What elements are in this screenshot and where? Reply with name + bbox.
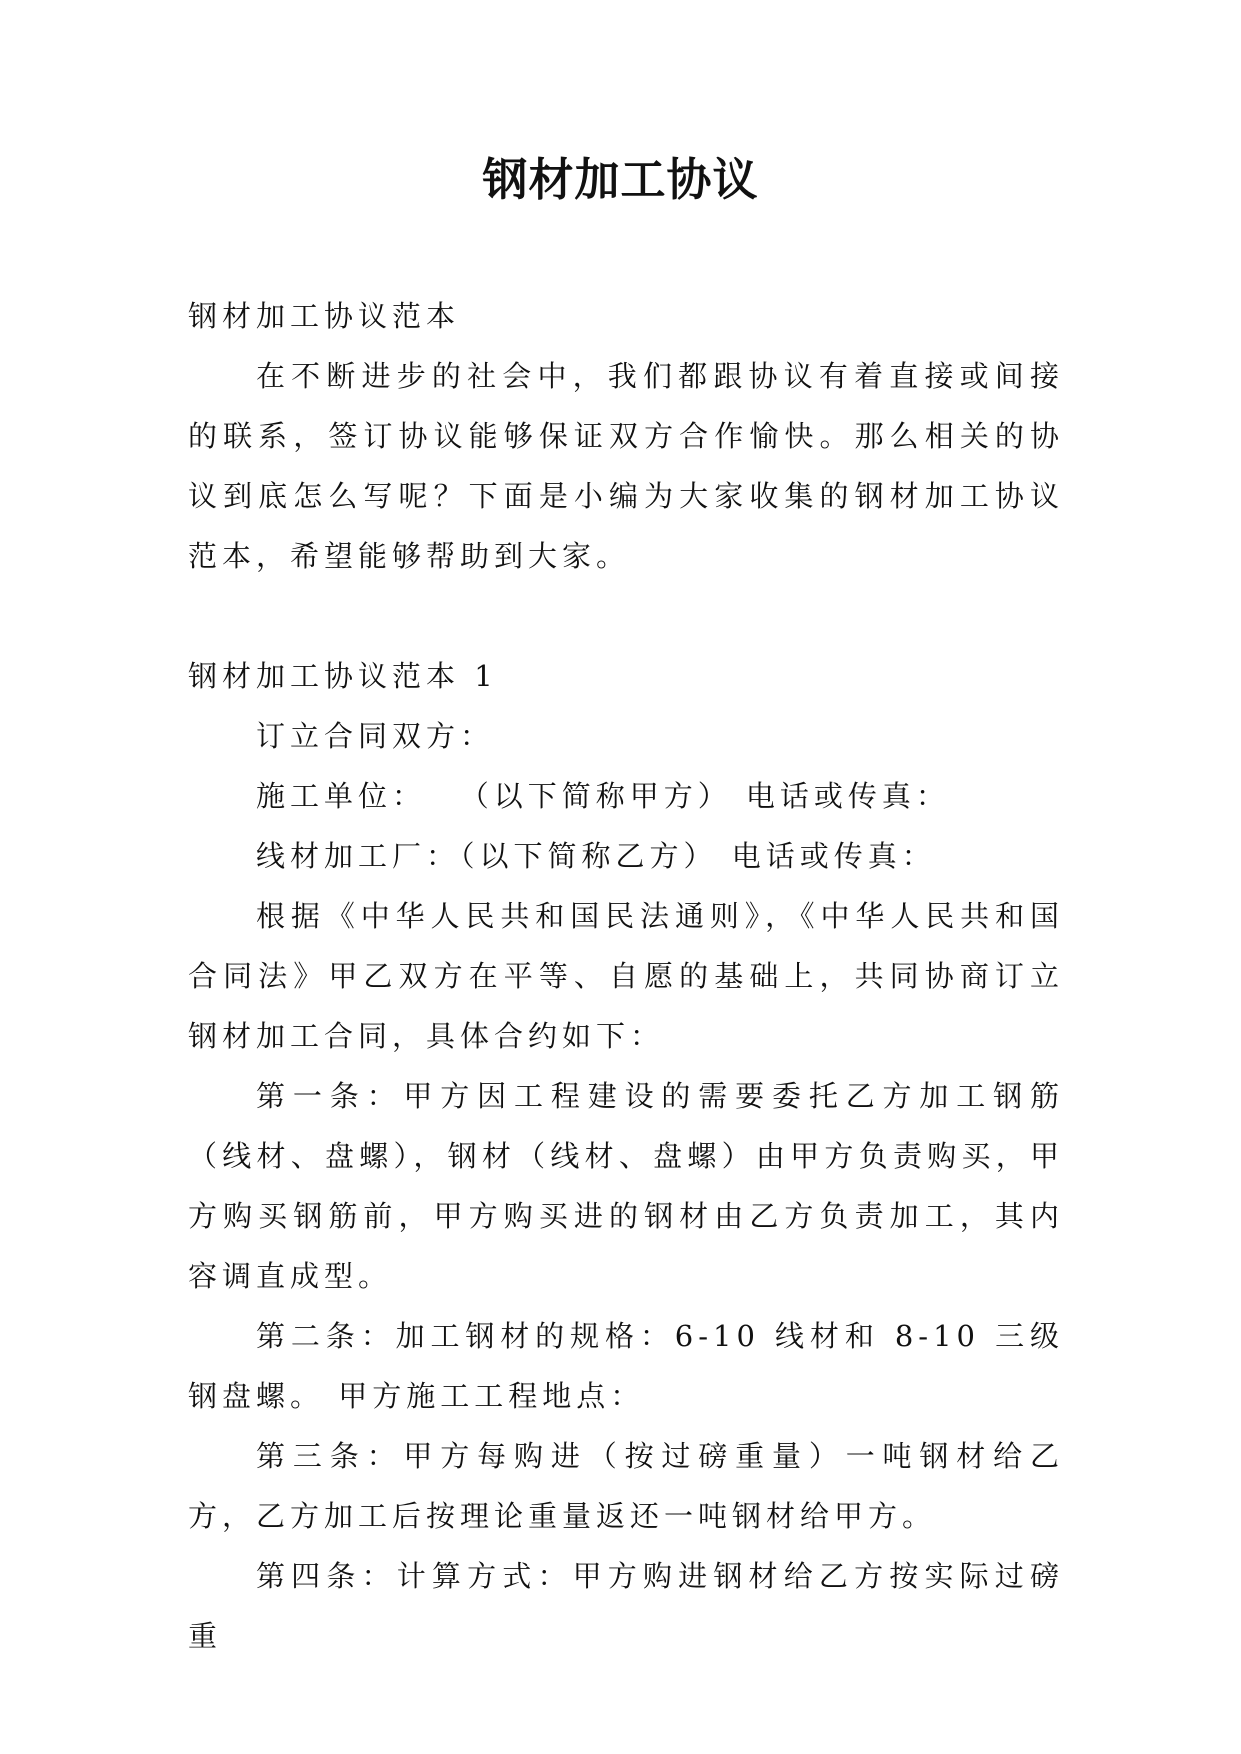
intro-paragraph: 在不断进步的社会中，我们都跟协议有着直接或间接的联系，签订协议能够保证双方合作愉快。那么相关的协议到底怎么写呢？下面是小编为大家收集的钢材加工协议范本，希望能够帮助到大家。 (188, 359, 1064, 573)
document-title: 钢材加工协议 (482, 153, 759, 206)
article-1: 第一条：甲方因工程建设的需要委托乙方加工钢筋（线材、盘螺），钢材（线材、盘螺）由甲方负责购买，甲方购买钢筋前，甲方购买进的钢材由乙方负责加工，其内容调直成型。 (188, 1079, 1064, 1293)
article-3: 第三条：甲方每购进（按过磅重量）一吨钢材给乙方，乙方加工后按理论重量返还一吨钢材给甲方。 (188, 1439, 1064, 1533)
article-2: 第二条：加工钢材的规格：6-10 线材和 8-10 三级钢盘螺。 甲方施工工程地点： (188, 1319, 1064, 1413)
section-heading: 钢材加工协议范本 (188, 299, 461, 333)
legal-basis-paragraph: 根据《中华人民共和国民法通则》，《中华人民共和国合同法》甲乙双方在平等、自愿的基础上，共同协商订立钢材加工合同，具体合约如下： (188, 899, 1064, 1053)
article-4: 第四条：计算方式：甲方购进钢材给乙方按实际过磅重 (188, 1559, 1064, 1653)
document-body (188, 286, 1064, 1666)
sample-heading: 钢材加工协议范本 1 (188, 659, 498, 693)
party-a-line: 施工单位： （以下简称甲方） 电话或传真： (256, 779, 950, 813)
blank-line (188, 586, 1064, 646)
contract-parties-line: 订立合同双方： (256, 719, 495, 753)
party-b-line: 线材加工厂：（以下简称乙方） 电话或传真： (256, 839, 936, 873)
